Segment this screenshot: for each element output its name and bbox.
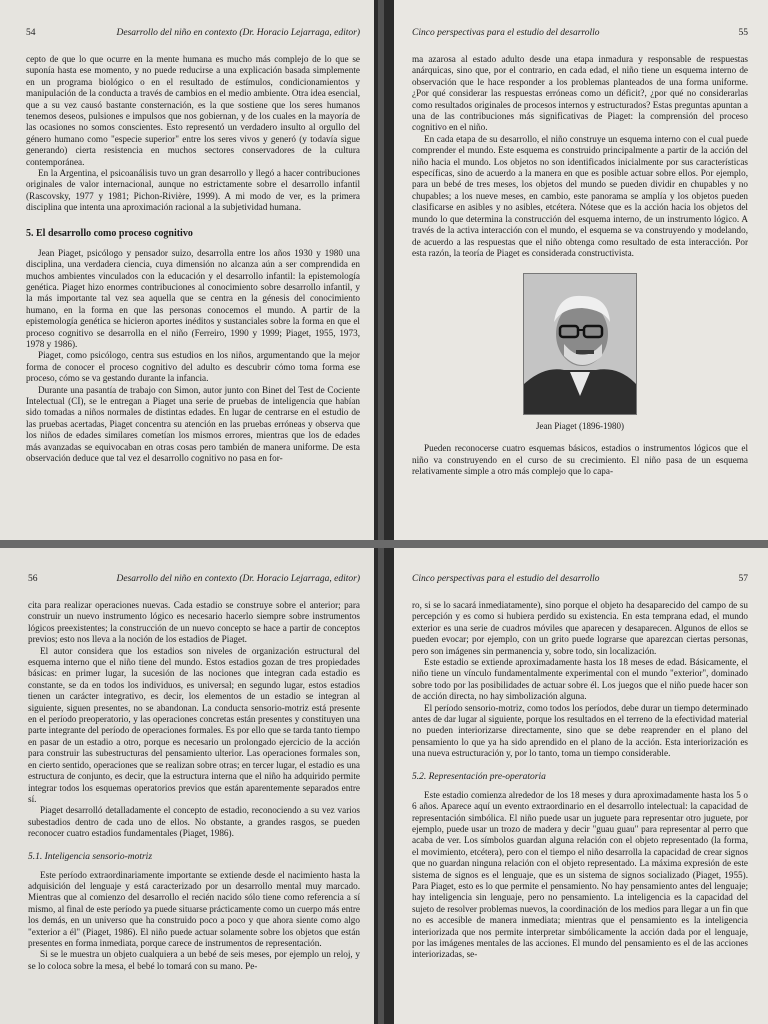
page-number: 57 [738, 574, 748, 584]
paragraph: Este estadio comienza alrededor de los 18 meses y dura aproximadamente hasta los 5 o 6 años. Aparece aquí un evento extraordinario en el desarrollo intelectual: la capacidad de representación simbólica. El niño puede usar un juguete para representar otro juguete, por ejemplo, puede usar un trozo de madera y decir "guau guau" para representar al perro que acaba de ver. Los símbolos guardan alguna relación con el objeto representado (la forma, el movimiento, etcétera), pero con el tiempo el niño desarrolla la capacidad de crear signos que no guardan ninguna relación con el objeto representado. La máxima expresión de este sistema de signos es el lenguaje, que es un sistema de signos socializado (Piaget, 1955). Para Piaget, esto es lo que permite el pensamiento. No hay pensamiento antes del lenguaje; hay inteligencia sin lenguaje, pero no pensamiento. La inteligencia es la capacidad del sujeto de resolver problemas nuevos, la coordinación de los medios para llegar a un fin que no es accesible de manera inmediata; mientras que el pensamiento es la inteligencia interiorizada que nos permite interpretar simbólicamente la acción dada por el lenguaje, por las imágenes mentales de las acciones. El mundo del pensamiento es el de las acciones interiorizadas, se- [412, 789, 748, 960]
running-head: Desarrollo del niño en contexto (Dr. Horacio Lejarraga, editor) [116, 574, 360, 584]
paragraph: Este estadio se extiende aproximadamente hasta los 18 meses de edad. Básicamente, el niño tiene un vínculo fundamentalmente experimental con el mundo "exterior", dominado sobre todo por las posibilidades de actuar sobre él. Los juegos que el niño puede hacer son de acción directa, no hay simbolización alguna. [412, 657, 748, 702]
page-number: 54 [26, 28, 36, 38]
paragraph: ro, si se lo sacará inmediatamente), sino porque el objeto ha desaparecido del campo de su percepción y es como si hubiera perdido su existencia. En esta temprana edad, el mundo exterior es una serie de cuadros móviles que aparecen y desaparecen. Algunos de ellos se pueden evocar; por ejemplo, con un grito puede lograrse que aparezcan ciertas personas, pero son imágenes sin permanencia y, sobre todo, sin localización. [412, 600, 748, 656]
page-header [412, 574, 748, 584]
page-body [412, 54, 748, 478]
photo-caption: Jean Piaget (1896-1980) [536, 421, 624, 432]
page-55 [394, 0, 768, 540]
paragraph: Durante una pasantía de trabajo con Simon, autor junto con Binet del Test de Cociente Intelectual (CI), se le entregan a Piaget una serie de pruebas de inteligencia que habían sido tomadas a niños normales de distintas edades. En lugar de centrarse en el estudio de las pruebas acertadas, Piaget concentra su atención en las pruebas erróneas y observa que los niños de edades similares cometían los mismos errores, mientras que los de edades más avanzadas se equivocaban en otras cosas pero también de manera uniforme. De esta observación deduce que tal vez el desarrollo cognitivo no pasa en for- [26, 384, 360, 463]
book-gutter [374, 0, 394, 1024]
paragraph: cita para realizar operaciones nuevas. Cada estadio se construye sobre el anterior; para construir un nuevo instrumento lógico es necesario hacerlo siempre sobre instrumentos lógicos preexistentes; la construcción de un nuevo concepto se hace a partir de conceptos previos; esto nos lleva a la noción de los estadios de Piaget. [28, 600, 360, 645]
paragraph: Piaget desarrolló detalladamente el concepto de estadio, reconociendo a su vez varios subestadios dentro de cada uno de ellos. No obstante, a grandes rasgos, se pueden reconocer cuatro estadios fundamentales (Piaget, 1986). [28, 805, 360, 839]
running-head: Desarrollo del niño en contexto (Dr. Horacio Lejarraga, editor) [116, 28, 360, 38]
paragraph: Piaget, como psicólogo, centra sus estudios en los niños, argumentando que la mejor forma de conocer el proceso cognitivo del adulto es descubrir cómo toma forma ese proceso, cómo se va gestando durante la infancia. [26, 350, 360, 384]
paragraph: Este período extraordinariamente importante se extiende desde el nacimiento hasta la adquisición del lenguaje y está caracterizado por un desarrollo mental muy marcado. Mientras que al comienzo del desarrollo el recién nacido sólo tiene como referencia a sí mismo, al final de este período ya puede situarse prácticamente como un cuerpo más entre los demás, en un universo que ha construido poco a poco y que ahora siente como algo "exterior a él" (Piaget, 1986). El niño puede actuar solamente sobre los objetos que están presentes en forma inmediata, porque carece de instrumentos de representación. [28, 869, 360, 948]
paragraph: El período sensorio-motriz, como todos los períodos, debe durar un tiempo determinado antes de dar lugar al siguiente, porque los resultados en el terreno de la efectividad material no pueden interiorizarse directamente, sino que se debe reaprender en el plano del pensamiento lo que ya ha sido aprendido en el plano de la acción. Esta interiorización es una nueva estructuración y, por lo tanto, toma un tiempo considerable. [412, 702, 748, 759]
page-54 [0, 0, 374, 540]
page-body [412, 600, 748, 961]
page-body [28, 600, 360, 972]
page-separator [0, 540, 768, 548]
portrait-image [524, 274, 636, 414]
running-head: Cinco perspectivas para el estudio del desarrollo [412, 574, 600, 584]
page-body [26, 54, 360, 464]
page-header [412, 28, 748, 38]
page-header [28, 574, 360, 584]
running-head: Cinco perspectivas para el estudio del desarrollo [412, 28, 600, 38]
page-number: 55 [738, 28, 748, 38]
paragraph: En cada etapa de su desarrollo, el niño construye un esquema interno con el cual puede comprender el mundo. Este esquema es construido principalmente a partir de la acción del niño hacia el mundo. Los objetos no son identificados inicialmente por sus características específicas, sino de acuerdo a la manera en que es posible actuar sobre ellos. Por ejemplo, para un bebé de tres meses, los objetos del mundo se pueden dividir en chupables y no chupables; a los nueve meses, en cambio, este panorama se amplía y los objetos pueden clasificarse en asibles y no asibles, etcétera. Nótese que es la acción hacia los objetos del mundo lo que determina la construcción del esquema interno, de un instrumento lógico. A través de la activa interacción con el mundo, el esquema se va construyendo y modelando, de acuerdo a las respuestas que el niño obtenga como resultado de esta interacción. Por esta razón, la teoría de Piaget es considerada constructivista. [412, 133, 748, 258]
subsection-title: 5.1. Inteligencia sensorio-motriz [28, 851, 153, 862]
paragraph: Jean Piaget, psicólogo y pensador suizo, desarrolla entre los años 1930 y 1980 una disciplina, una verdadera ciencia, cuya dimensión no alcanza aún a ser comprendida en muchos ambientes vinculados con la educación y el desarrollo infantil: la epistemología genética. Piaget hizo enormes contribuciones al conocimiento sobre desarrollo infantil, y la más importante tal vez sea aquella que se centra en la génesis del conocimiento humano, en la forma en que las personas conocemos el mundo. A partir de la epistemología genética se hicieron aportes inéditos y sustanciales sobre la forma en que el proceso cognitivo se desarrolla en el niño (Ferreiro, 1990 y 1999; Piaget, 1955, 1973, 1978 y 1986). [26, 247, 360, 349]
paragraph: ma azarosa al estado adulto desde una etapa inmadura y responsable de respuestas anárquicas, sino que, por el contrario, en cada edad, el niño tiene un esquema interno de observación que le hace responder a los problemas planteados de una forma uniforme. ¿Por qué considerar las respuestas erróneas como un déficit?, ¿por qué no considerarlas como resultados originales de procesos internos y estructurados? Estas preguntas apuntan a una de las contribuciones más significativas de Piaget: la comprensión del proceso cognitivo en el niño. [412, 54, 748, 133]
paragraph: En la Argentina, el psicoanálisis tuvo un gran desarrollo y llegó a hacer contribuciones originales de valor internacional, aunque no estrictamente sobre el desarrollo infantil (Rascovsky, 1977 y 1981; Pichon-Rivière, 1999). A mi modo de ver, es la primera disciplina que intenta una aproximación racional a la subjetividad humana. [26, 168, 360, 213]
paragraph: Pueden reconocerse cuatro esquemas básicos, estadios o instrumentos lógicos que el niño va construyendo en el curso de su crecimiento. El niño pasa de un esquema relativamente simple a otro más complejo que lo capa- [412, 443, 748, 477]
subsection-title: 5.2. Representación pre-operatoria [412, 771, 546, 782]
page-56 [0, 548, 374, 1024]
page-header [26, 28, 360, 38]
page-number: 56 [28, 574, 38, 584]
paragraph: El autor considera que los estadios son niveles de organización estructural del esquema interno que el niño tiene del mundo. Estos estadios gozan de tres propiedades básicas: en primer lugar, la sucesión de las nociones que integran cada estadio es constante, se da en todos los individuos, es universal; en segundo lugar, estos estadios tienen un carácter integrativo, es decir, los elementos de un estadio se integran al siguiente, siguen presentes, no se abandonan. La conducta sensorio-motriz está presente en el período preoperatorio, y las operaciones concretas están presentes y constituyen una parte integrante del período de operaciones formales. Es por ello que se tarda tanto tiempo en pasar de un estadio a otro, porque es necesario un prolongado ejercicio de la acción para construir las subestructuras del pensamiento ulterior. Las operaciones formales son, en cierto sentido, operaciones que se realizan sobre otras; en tercer lugar, el estadio es una estructura de conjunto, es decir, que la estructura interna que el niño ha adquirido permite integrar todos los esquemas operatorios previos que están aparentemente separados entre sí. [28, 645, 360, 804]
portrait-photo [523, 273, 637, 415]
paragraph: cepto de que lo que ocurre en la mente humana es mucho más complejo de lo que se suponía hasta ese momento, y no puede reducirse a una explicación basada simplemente en un programa biológico o en el resultado de estímulos, condicionamientos y manipulación de la conducta a través de cambios en el medio ambiente. Otra idea esencial, que a su vez causó bastante consternación, es la que sostiene que los seres humanos tenemos deseos, pulsiones e impulsos que nos gobiernan, y de los cuales en la mayoría de las ocasiones no somos conscientes. Esto representó un verdadero insulto al orgullo del género humano como "especie superior" entre los seres vivos y generó (y todavía sigue generando) cierta resistencia en muchos sectores conservadores de la cultura contemporánea. [26, 54, 360, 167]
section-title: 5. El desarrollo como proceso cognitivo [26, 227, 193, 239]
paragraph: Si se le muestra un objeto cualquiera a un bebé de seis meses, por ejemplo un reloj, y se lo coloca sobre la mesa, el bebé lo tomará con su mano. Pe- [28, 949, 360, 971]
page-57 [394, 548, 768, 1024]
